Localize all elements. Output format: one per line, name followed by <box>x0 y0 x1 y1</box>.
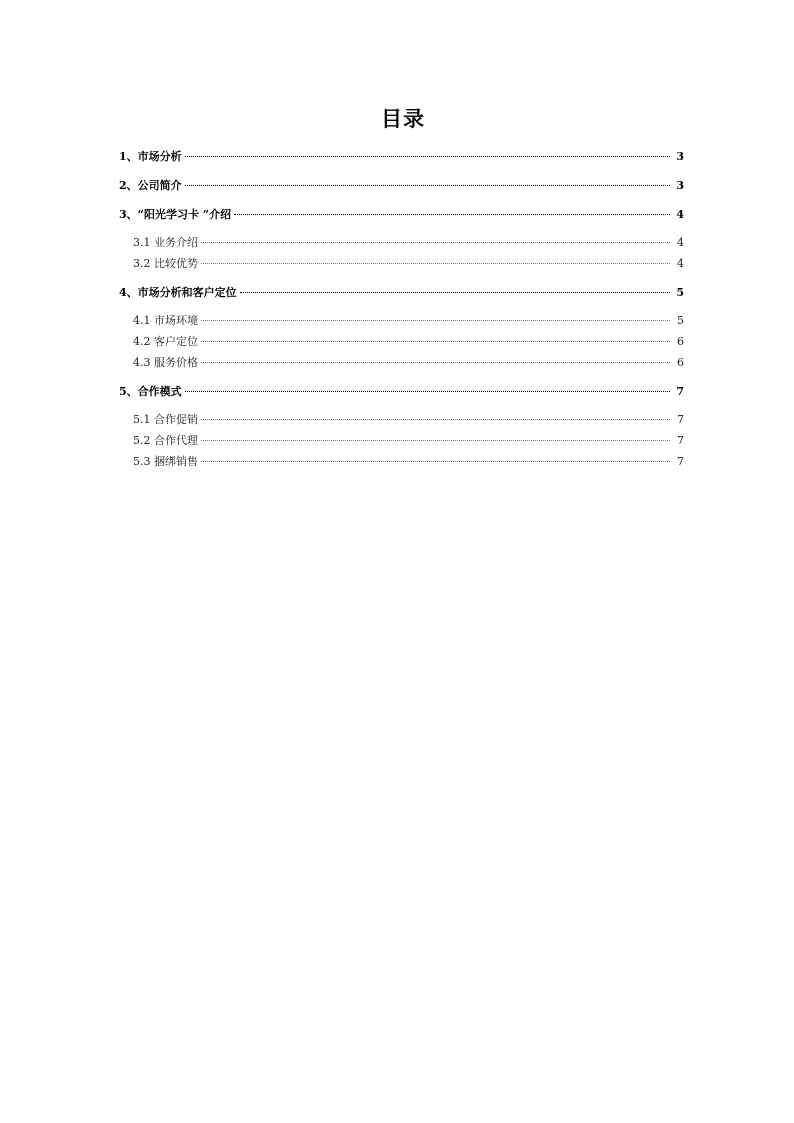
toc-dot-leader <box>240 292 670 293</box>
toc-entry-page: 4 <box>677 236 684 249</box>
toc-entry-page: 7 <box>677 413 684 426</box>
toc-entry-page: 6 <box>677 335 684 348</box>
toc-entry-label: 3、“阳光学习卡 ”介绍 <box>119 208 232 221</box>
toc-subentry[interactable] <box>133 412 684 428</box>
toc-dot-leader <box>201 419 670 420</box>
toc-dot-leader <box>234 214 670 215</box>
toc-entry-label: 4、市场分析和客户定位 <box>119 286 237 299</box>
toc-dot-leader <box>185 391 670 392</box>
toc-entry[interactable] <box>119 383 684 401</box>
toc-title: 目录 <box>381 107 425 131</box>
toc-entry-label: 5、合作模式 <box>119 385 182 398</box>
toc-entry-page: 6 <box>677 356 684 369</box>
toc-dot-leader <box>201 341 670 342</box>
toc-dot-leader <box>201 440 670 441</box>
toc-subentry[interactable] <box>133 334 684 350</box>
toc-entry[interactable] <box>119 177 684 195</box>
toc-entry-page: 3 <box>676 179 684 192</box>
toc-dot-leader <box>185 156 670 157</box>
toc-entry-page: 4 <box>676 208 684 221</box>
toc-dot-leader <box>201 242 670 243</box>
toc-entry[interactable] <box>119 148 684 166</box>
toc-entry-page: 3 <box>676 150 684 163</box>
toc-subentry[interactable] <box>133 433 684 449</box>
toc-dot-leader <box>201 362 670 363</box>
toc-subentry[interactable] <box>133 256 684 272</box>
toc-subentry[interactable] <box>133 355 684 371</box>
toc-entry-label: 5.3 捆绑销售 <box>133 455 198 468</box>
toc-subentry[interactable] <box>133 454 684 470</box>
toc-entry-label: 3.1 业务介绍 <box>133 236 198 249</box>
toc-entry-label: 5.1 合作促销 <box>133 413 198 426</box>
toc-entry-label: 5.2 合作代理 <box>133 434 198 447</box>
toc-dot-leader <box>201 263 670 264</box>
toc-subentry[interactable] <box>133 235 684 251</box>
toc-entry-label: 2、公司简介 <box>119 179 182 192</box>
toc-entry-page: 7 <box>676 385 684 398</box>
toc-entry[interactable] <box>119 206 684 224</box>
toc-entry-page: 5 <box>677 314 684 327</box>
toc-dot-leader <box>185 185 670 186</box>
toc-dot-leader <box>201 320 670 321</box>
toc-entry[interactable] <box>119 284 684 302</box>
toc-entry-label: 4.3 服务价格 <box>133 356 198 369</box>
toc-entry-label: 4.1 市场环境 <box>133 314 198 327</box>
toc-entry-label: 3.2 比较优势 <box>133 257 198 270</box>
toc-entry-page: 4 <box>677 257 684 270</box>
toc-entry-label: 1、市场分析 <box>119 150 182 163</box>
toc-entry-page: 7 <box>677 455 684 468</box>
toc-subentry[interactable] <box>133 313 684 329</box>
toc-entry-page: 5 <box>676 286 684 299</box>
toc-entry-label: 4.2 客户定位 <box>133 335 198 348</box>
toc-entry-page: 7 <box>677 434 684 447</box>
toc-dot-leader <box>201 461 670 462</box>
